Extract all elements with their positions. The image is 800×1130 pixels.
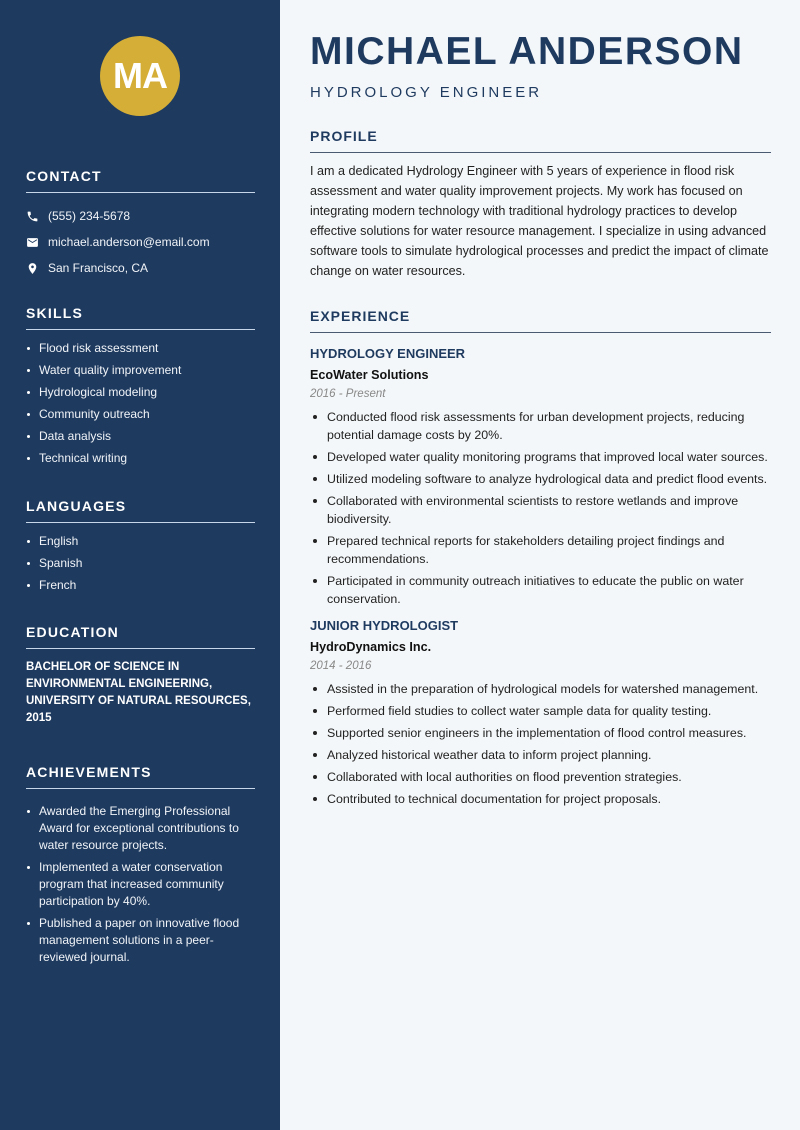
contact-email xyxy=(26,229,255,255)
skill-item: Flood risk assessment xyxy=(26,340,255,357)
job-bullets xyxy=(310,408,771,608)
languages-list xyxy=(26,533,255,594)
job-bullet: Prepared technical reports for stakeholders detailing project findings and recommendations. xyxy=(310,532,771,568)
job-entry xyxy=(310,346,771,608)
achievement-item: Implemented a water conservation program that increased community participation by 40%. xyxy=(26,859,255,910)
job-bullet: Performed field studies to collect water sample data for quality testing. xyxy=(310,702,771,720)
profile-text: I am a dedicated Hydrology Engineer with 5 years of experience in flood risk assessment and water quality improvement projects. My work has focused on integrating modern technology with traditional hydrology practices to develop effective solutions for water resource management. I specialize in using advanced software tools to simulate hydrological processes and predict the impact of climate change on water resources. xyxy=(310,164,769,278)
skill-item: Community outreach xyxy=(26,406,255,423)
job-bullet: Developed water quality monitoring programs that improved local water sources. xyxy=(310,448,771,466)
location-pin-icon xyxy=(26,262,39,275)
education-entry: BACHELOR OF SCIENCE IN ENVIRONMENTAL ENGINEERING, UNIVERSITY OF NATURAL RESOURCES, 2015 xyxy=(26,661,251,724)
job-bullet: Supported senior engineers in the implementation of flood control measures. xyxy=(310,724,771,742)
skill-item: Hydrological modeling xyxy=(26,384,255,401)
skill-item: Water quality improvement xyxy=(26,362,255,379)
skill-item: Data analysis xyxy=(26,428,255,445)
education-section xyxy=(26,624,255,727)
job-bullet: Contributed to technical documentation for project proposals. xyxy=(310,790,771,808)
contact-section xyxy=(26,168,255,281)
skills-list xyxy=(26,340,255,467)
job-bullet: Analyzed historical weather data to inform project planning. xyxy=(310,746,771,764)
achievement-item: Published a paper on innovative flood management solutions in a peer-reviewed journal. xyxy=(26,915,255,966)
skills-heading: SKILLS xyxy=(26,305,255,330)
avatar: MA xyxy=(100,36,180,116)
education-heading: EDUCATION xyxy=(26,624,255,649)
languages-heading: LANGUAGES xyxy=(26,498,255,523)
job-bullet: Collaborated with environmental scientists to restore wetlands and improve biodiversity. xyxy=(310,492,771,528)
contact-phone xyxy=(26,203,255,229)
experience-heading: EXPERIENCE xyxy=(310,308,771,333)
job-title: HYDROLOGY ENGINEER xyxy=(310,346,466,361)
location-text: San Francisco, CA xyxy=(48,261,149,275)
candidate-name: MICHAEL ANDERSON xyxy=(310,30,744,73)
skills-section xyxy=(26,305,255,472)
candidate-title: HYDROLOGY ENGINEER xyxy=(310,84,543,101)
experience-section xyxy=(310,308,771,812)
job-bullet: Collaborated with local authorities on flood prevention strategies. xyxy=(310,768,771,786)
language-item: French xyxy=(26,577,255,594)
job-title: JUNIOR HYDROLOGIST xyxy=(310,618,459,633)
job-entry xyxy=(310,618,771,808)
job-dates: 2014 - 2016 xyxy=(310,660,372,672)
email-text: michael.anderson@email.com xyxy=(48,235,210,249)
skill-item: Technical writing xyxy=(26,450,255,467)
contact-heading: CONTACT xyxy=(26,168,255,193)
languages-section xyxy=(26,498,255,599)
contact-location xyxy=(26,255,255,281)
job-company: HydroDynamics Inc. xyxy=(310,640,432,654)
profile-heading: PROFILE xyxy=(310,128,771,153)
achievements-section xyxy=(26,764,255,971)
job-bullet: Utilized modeling software to analyze hydrological data and predict flood events. xyxy=(310,470,771,488)
language-item: Spanish xyxy=(26,555,255,572)
phone-icon xyxy=(26,210,39,223)
language-item: English xyxy=(26,533,255,550)
profile-section xyxy=(310,128,771,281)
job-dates: 2016 - Present xyxy=(310,388,386,400)
phone-text: (555) 234-5678 xyxy=(48,209,131,223)
job-bullets xyxy=(310,680,771,808)
job-bullet: Conducted flood risk assessments for urban development projects, reducing potential damage costs by 20%. xyxy=(310,408,771,444)
email-icon xyxy=(26,236,39,249)
job-bullet: Assisted in the preparation of hydrological models for watershed management. xyxy=(310,680,771,698)
achievements-list xyxy=(26,803,255,966)
achievements-heading: ACHIEVEMENTS xyxy=(26,764,255,789)
job-bullet: Participated in community outreach initiatives to educate the public on water conservation. xyxy=(310,572,771,608)
achievement-item: Awarded the Emerging Professional Award for exceptional contributions to water resource projects. xyxy=(26,803,255,854)
sidebar xyxy=(0,0,280,1130)
job-company: EcoWater Solutions xyxy=(310,368,429,382)
